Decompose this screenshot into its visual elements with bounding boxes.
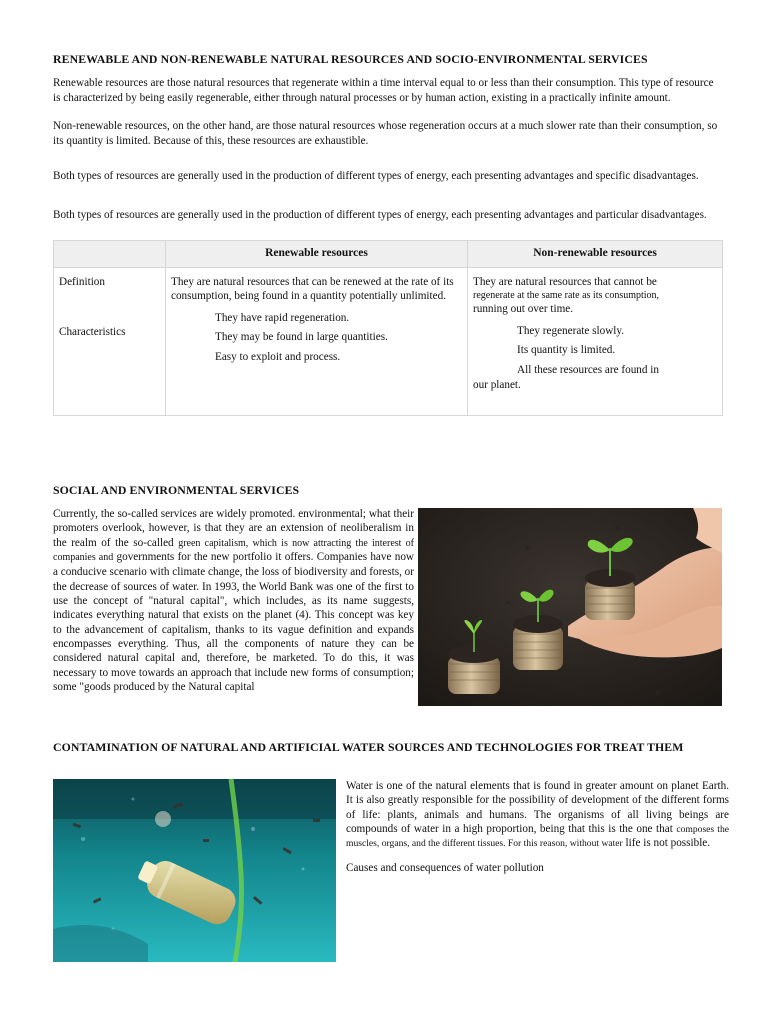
label-characteristics: Characteristics — [59, 326, 126, 339]
list-item: Its quantity is limited. — [517, 344, 616, 357]
nonrenewable-definition-2: regenerate at the same rate as its consumption, — [473, 290, 660, 302]
list-item: All these resources are found in — [517, 363, 659, 376]
water-text-small: composes the muscles, organs, and the different tissues. For this reason, without water — [346, 823, 729, 850]
nonrenewable-definition-3: running out over time. — [473, 303, 574, 316]
renewable-characteristics — [171, 311, 462, 365]
section-water-contamination — [53, 740, 729, 874]
list-item: Easy to exploit and process. — [215, 350, 341, 363]
section-title-water: CONTAMINATION OF NATURAL AND ARTIFICIAL WATER SOURCES AND TECHNOLOGIES FOR TREAT THEM — [53, 740, 684, 754]
seedlings-image — [418, 508, 722, 706]
table-cell-renewable — [166, 267, 468, 415]
label-definition: Definition — [59, 275, 105, 288]
table-row-labels — [54, 267, 166, 415]
table-header-row — [54, 240, 723, 267]
water-pollution-illustration — [53, 779, 336, 962]
social-text-b: governments for the new portfolio it offers. Companies have now a conducive scenario with climate change, the loss of biodiversity and forests, or the decrease of sources of water. In 1993, the World Bank was one of the first to use the concept of "natural capital", which includes, as its name suggests, indicates everything natural that exists on the planet (4). This concept was key to the advancement of capitalism, thanks to its vague definition and expands encompasses everything. Thus, all the components of nature they can be considered natural capital and, therefore, be marketed. To do this, it was necessary to move towards an approach that include new forms of consumption; some "goods produced by the Natural capital — [53, 551, 415, 693]
paragraph-energy-use-repeat: Both types of resources are generally used in the production of different types of energy, each presenting advantages and particular disadvantages. — [53, 209, 707, 222]
paragraph-nonrenewable-definition: Non-renewable resources, on the other hand, are those natural resources whose regeneration occurs at a much slower rate than their consumption, so its quantity is limited. Because of this, these resources are exhaustible. — [53, 120, 718, 148]
social-text-a: Currently, the so-called services are widely promoted. environmental; what their promoters overlook, however, is that they are an extension of neoliberalism in the realm of the so-called — [53, 508, 414, 549]
table-header-nonrenewable: Non-renewable resources — [468, 240, 723, 267]
list-item: They may be found in large quantities. — [215, 331, 388, 344]
resources-table — [53, 240, 723, 416]
table-header-renewable: Renewable resources — [166, 240, 468, 267]
section-renewable — [53, 52, 723, 416]
paragraph-energy-use: Both types of resources are generally used in the production of different types of energy, each presenting advantages and specific disadvantages. — [53, 169, 699, 182]
section-title-social: SOCIAL AND ENVIRONMENTAL SERVICES — [53, 483, 300, 497]
table-cell-nonrenewable — [468, 267, 723, 415]
paragraph-renewable-definition: Renewable resources are those natural resources that regenerate within a time interval equal to or less than their consumption. This type of resource is characterized by being easily regenerable, either through natural processes or by human action, existing in a practically infinite amount. — [53, 77, 714, 104]
section-social-environmental — [53, 483, 723, 693]
section-title-renewable: RENEWABLE AND NON-RENEWABLE NATURAL RESOURCES AND SOCIO-ENVIRONMENTAL SERVICES — [53, 52, 648, 66]
table-row — [54, 267, 723, 415]
table-header-empty — [54, 240, 166, 267]
water-text-b: life is not possible. — [625, 837, 711, 850]
water-pollution-image — [53, 779, 336, 962]
seedlings-illustration — [418, 508, 722, 706]
list-item: They have rapid regeneration. — [215, 311, 350, 324]
social-services-text — [53, 507, 414, 694]
water-pollution-subheading: Causes and consequences of water pollution — [346, 861, 544, 874]
list-item: They regenerate slowly. — [517, 324, 625, 337]
nonrenewable-definition-1: They are natural resources that cannot be — [473, 275, 657, 288]
renewable-definition: They are natural resources that can be renewed at the rate of its consumption, being found in a quantity potentially unlimited. — [171, 275, 454, 303]
water-text-a: Water is one of the natural elements that is found in greater amount on planet Earth. It is also greatly responsible for the possibility of development of the different forms of life: plants, animals and humans. The organisms of all living beings are compounds of water in a high proportion, being that this is the one that — [346, 780, 729, 835]
nonrenewable-characteristics — [473, 324, 717, 378]
social-text-small: green capitalism, which is now attracting the interest of companies and — [53, 537, 415, 564]
nonrenewable-characteristics-tail: our planet. — [473, 378, 521, 391]
water-text — [346, 779, 729, 875]
